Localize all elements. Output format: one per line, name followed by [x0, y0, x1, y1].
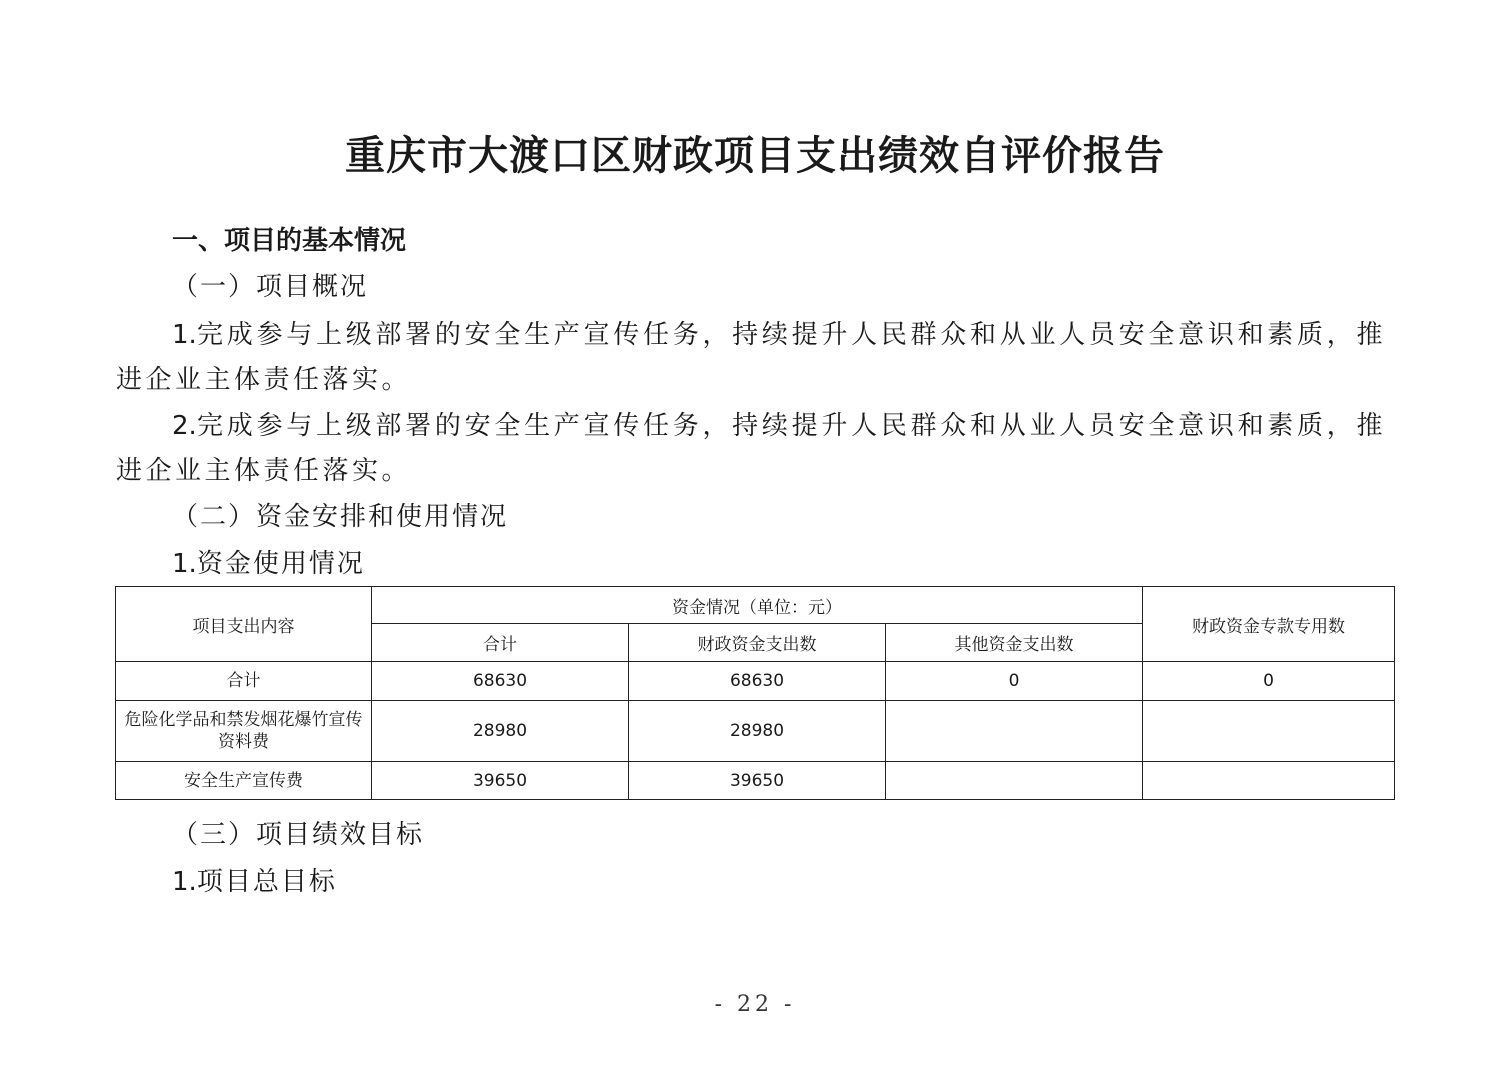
- header-other: 其他资金支出数: [886, 624, 1143, 662]
- subsection-heading-funds: （二）资金安排和使用情况: [172, 502, 509, 532]
- row-other: 0: [886, 662, 1143, 701]
- subsection-heading-overview: （一）项目概况: [172, 272, 369, 302]
- paragraph-1: [116, 313, 1386, 403]
- row-item: 危险化学品和禁发烟花爆竹宣传资料费: [116, 701, 372, 762]
- paragraph-1-number: 1.: [172, 320, 197, 350]
- row-fiscal: 28980: [629, 701, 886, 762]
- table-row: [116, 762, 1395, 800]
- table-row: [116, 701, 1395, 762]
- funds-table: [115, 586, 1395, 800]
- paragraph-2: [116, 404, 1386, 494]
- section-heading-basic-info: 一、项目的基本情况: [172, 226, 407, 256]
- row-total: 68630: [372, 662, 629, 701]
- paragraph-1-text: 完成参与上级部署的安全生产宣传任务，持续提升人民群众和从业人员安全意识和素质，推进企业主体责任落实。: [116, 320, 1386, 395]
- row-special: [1143, 762, 1395, 800]
- paragraph-2-number: 2.: [172, 411, 197, 441]
- row-fiscal: 39650: [629, 762, 886, 800]
- row-item: 安全生产宣传费: [116, 762, 372, 800]
- row-total: 39650: [372, 762, 629, 800]
- overall-target-number: 1.: [172, 867, 197, 897]
- row-total: 28980: [372, 701, 629, 762]
- funds-usage-number: 1.: [172, 549, 197, 579]
- page-number: - 22 -: [714, 992, 796, 1017]
- header-funds-group: 资金情况（单位：元）: [372, 587, 1143, 624]
- funds-usage-heading: [172, 547, 365, 581]
- funds-usage-text: 资金使用情况: [196, 549, 365, 579]
- row-special: 0: [1143, 662, 1395, 701]
- paragraph-2-text: 完成参与上级部署的安全生产宣传任务，持续提升人民群众和从业人员安全意识和素质，推进企业主体责任落实。: [116, 411, 1386, 486]
- table-row: [116, 662, 1395, 701]
- subsection-heading-targets: （三）项目绩效目标: [172, 820, 425, 850]
- overall-target-text: 项目总目标: [196, 867, 337, 897]
- header-fiscal: 财政资金支出数: [629, 624, 886, 662]
- row-fiscal: 68630: [629, 662, 886, 701]
- page-title: 重庆市大渡口区财政项目支出绩效自评价报告: [345, 132, 1165, 179]
- header-special-funds: 财政资金专款专用数: [1143, 587, 1395, 662]
- row-other: [886, 762, 1143, 800]
- row-special: [1143, 701, 1395, 762]
- header-project-content: 项目支出内容: [116, 587, 372, 662]
- overall-target-heading: [172, 865, 337, 899]
- row-item: 合计: [116, 662, 372, 701]
- row-other: [886, 701, 1143, 762]
- header-total: 合计: [372, 624, 629, 662]
